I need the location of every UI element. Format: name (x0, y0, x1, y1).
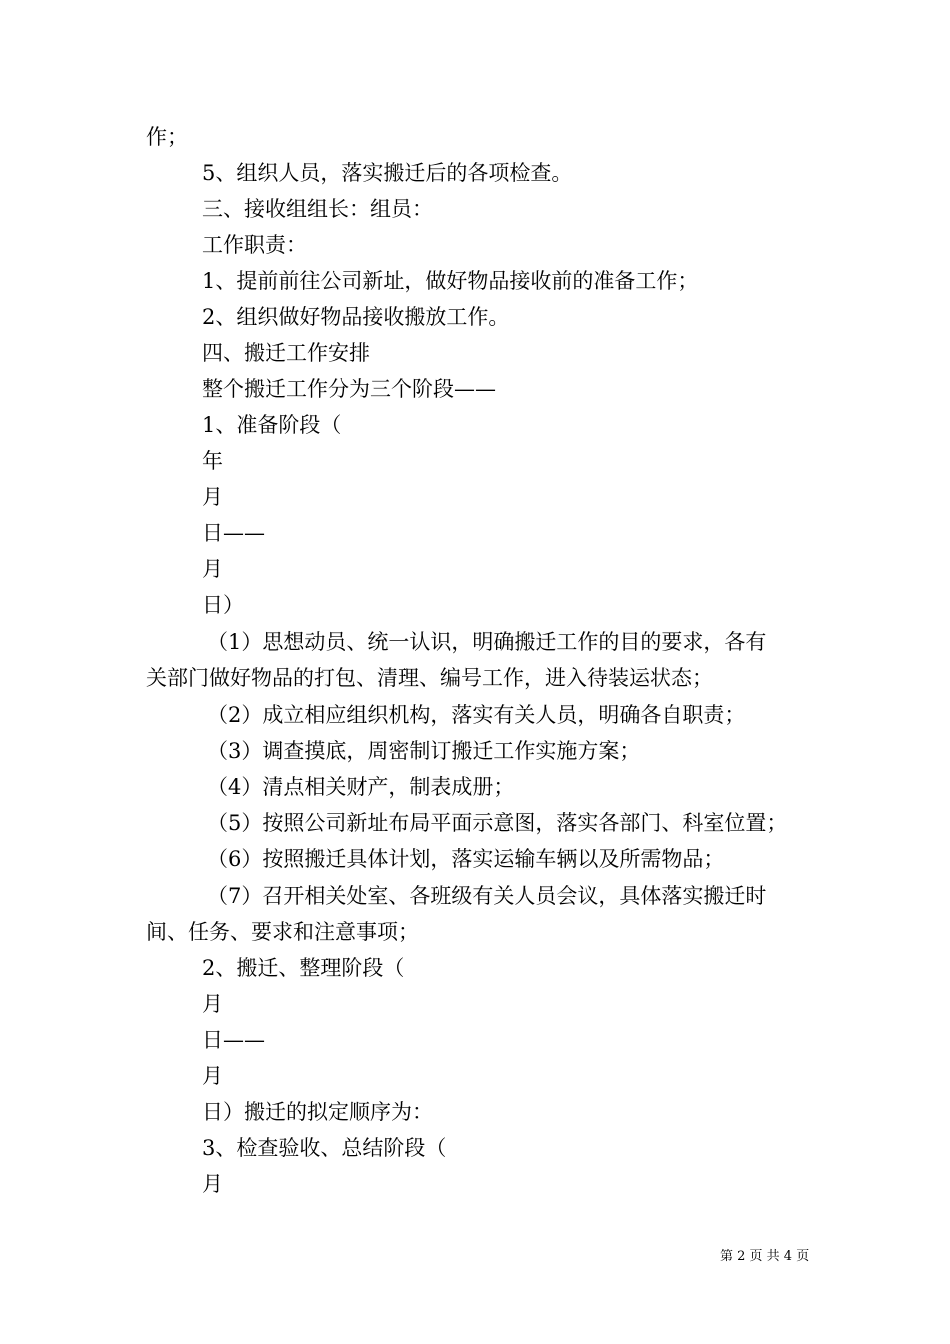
text-line: 间、任务、要求和注意事项； (146, 920, 419, 944)
text-line: 5、组织人员，落实搬迁后的各项检查。 (202, 161, 573, 185)
text-line: 2、组织做好物品接收搬放工作。 (202, 305, 510, 329)
text-line: 日） (202, 593, 244, 617)
text-line: （3）调查摸底，周密制订搬迁工作实施方案； (207, 739, 641, 763)
text-line: （1）思想动员、统一认识，明确搬迁工作的目的要求，各有 (207, 630, 767, 654)
text-line: （4）清点相关财产，制表成册； (207, 775, 515, 799)
text-line: （5）按照公司新址布局平面示意图，落实各部门、科室位置； (207, 811, 788, 835)
text-line: （2）成立相应组织机构，落实有关人员，明确各自职责； (207, 703, 746, 727)
text-line: 2、搬迁、整理阶段（ (202, 956, 405, 980)
text-line: 日—— (202, 1028, 265, 1052)
text-line: 1、提前前往公司新址，做好物品接收前的准备工作； (202, 269, 699, 293)
text-line: 月 (202, 1064, 223, 1088)
text-line: 工作职责： (202, 233, 307, 257)
text-line: （6）按照搬迁具体计划，落实运输车辆以及所需物品； (207, 847, 725, 871)
text-line: 月 (202, 992, 223, 1016)
text-line: （7）召开相关处室、各班级有关人员会议，具体落实搬迁时 (207, 884, 767, 908)
text-line: 月 (202, 557, 223, 581)
text-line: 3、检查验收、总结阶段（ (202, 1136, 447, 1160)
text-line: 1、准备阶段（ (202, 413, 342, 437)
section-heading: 三、接收组组长：组员： (202, 197, 433, 221)
section-heading: 四、搬迁工作安排 (202, 341, 370, 365)
text-line: 整个搬迁工作分为三个阶段—— (202, 377, 496, 401)
text-line: 作； (146, 125, 188, 149)
text-line: 关部门做好物品的打包、清理、编号工作，进入待装运状态； (146, 666, 713, 690)
text-line: 日）搬迁的拟定顺序为： (202, 1100, 433, 1124)
text-line: 日—— (202, 521, 265, 545)
text-line: 月 (202, 1172, 223, 1196)
text-line: 月 (202, 485, 223, 509)
text-line: 年 (202, 449, 223, 473)
page-number-footer: 第 2 页 共 4 页 (720, 1249, 810, 1264)
